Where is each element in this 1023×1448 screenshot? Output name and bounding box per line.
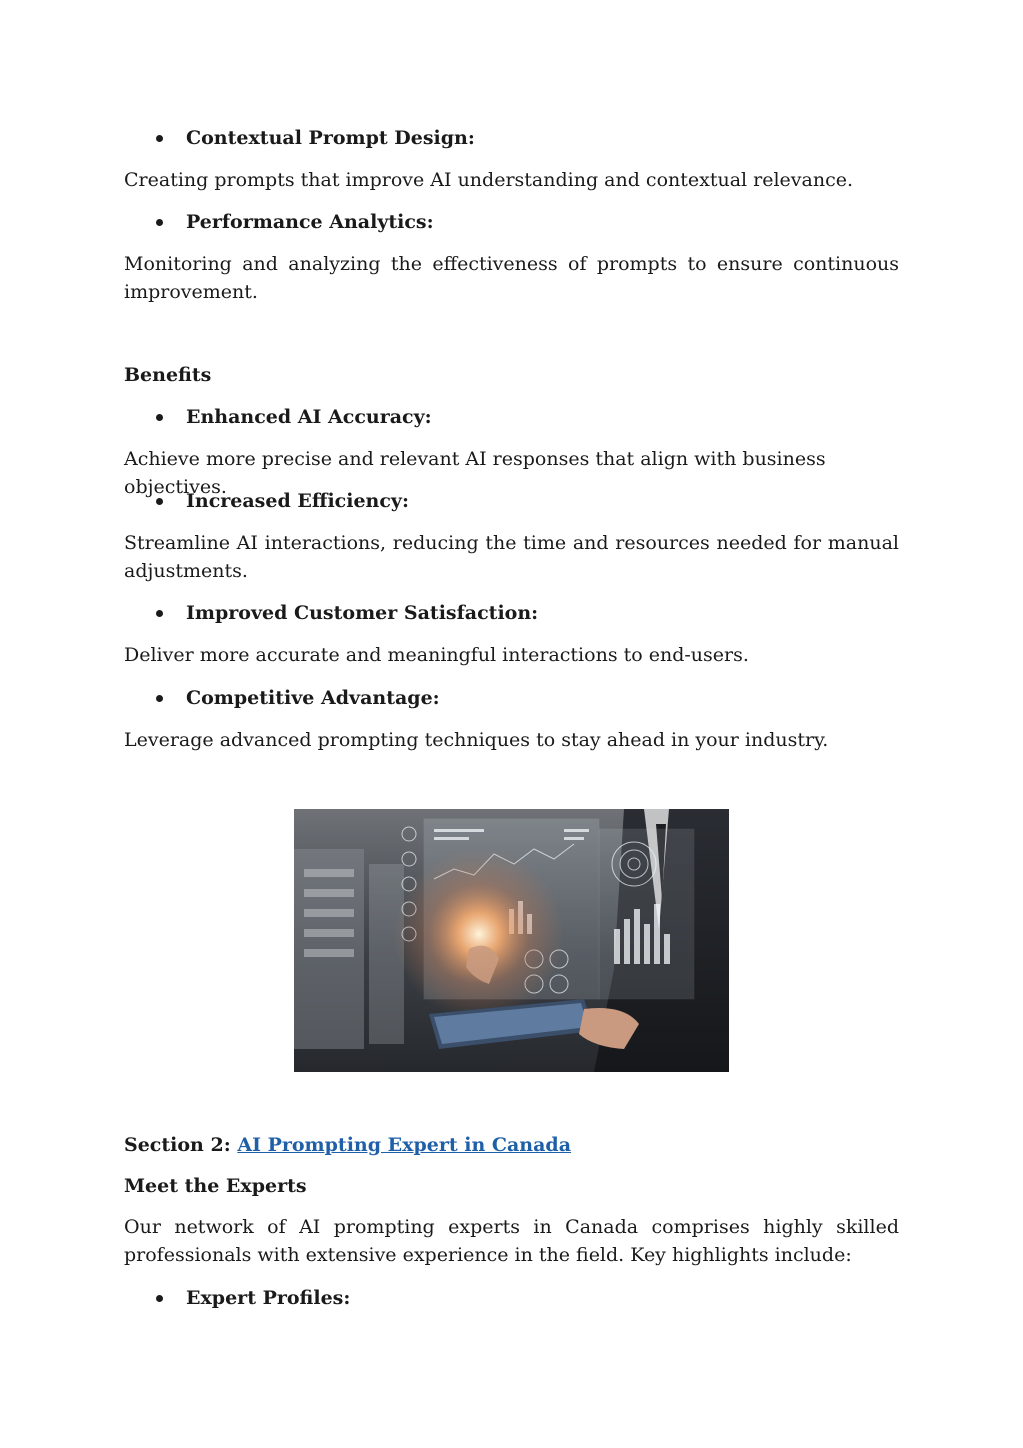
- ai-dashboard-illustration: [294, 809, 729, 1072]
- bullet-dot: [156, 498, 163, 505]
- paragraph-contextual-prompt-design: Creating prompts that improve AI understanding and contextual relevance.: [124, 169, 854, 191]
- bullet-title: Enhanced AI Accuracy:: [186, 406, 432, 428]
- bullet-dot: [156, 135, 163, 142]
- bullet-dot: [156, 219, 163, 226]
- bullet-enhanced-ai-accuracy: [186, 403, 432, 431]
- section2-heading: [124, 1131, 899, 1159]
- paragraph-improved-customer-satisfaction: Deliver more accurate and meaningful interactions to end-users.: [124, 644, 749, 666]
- ai-prompting-expert-link[interactable]: AI Prompting Expert in Canada: [237, 1134, 572, 1156]
- bullet-title: Improved Customer Satisfaction:: [186, 602, 539, 624]
- paragraph-enhanced-ai-accuracy: Achieve more precise and relevant AI responses that align with business objectives.: [124, 448, 826, 498]
- bullet-improved-customer-satisfaction: [186, 599, 538, 627]
- bullet-dot: [156, 695, 163, 702]
- bullet-dot: [156, 414, 163, 421]
- bullet-competitive-advantage: [186, 684, 440, 712]
- bullet-increased-efficiency: [186, 487, 409, 515]
- section2-prefix: Section 2:: [124, 1134, 238, 1156]
- heading-meet-the-experts: Meet the Experts: [124, 1175, 307, 1197]
- bullet-expert-profiles: [186, 1284, 350, 1312]
- bullet-dot: [156, 610, 163, 617]
- paragraph-increased-efficiency: Streamline AI interactions, reducing the time and resources needed for manual adjustments.: [124, 532, 899, 582]
- ai-dashboard-image: [294, 809, 729, 1072]
- bullet-title: Contextual Prompt Design:: [186, 127, 475, 149]
- paragraph-performance-analytics: Monitoring and analyzing the effectiveness of prompts to ensure continuous improvement.: [124, 253, 899, 303]
- bullet-title: Expert Profiles:: [186, 1287, 351, 1309]
- bullet-dot: [156, 1295, 163, 1302]
- paragraph-experts-intro: Our network of AI prompting experts in Canada comprises highly skilled professionals with extensive experience in the field. Key highlights include:: [124, 1216, 899, 1266]
- paragraph-competitive-advantage: Leverage advanced prompting techniques to stay ahead in your industry.: [124, 729, 829, 751]
- bullet-title: Competitive Advantage:: [186, 687, 440, 709]
- bullet-title: Increased Efficiency:: [186, 490, 409, 512]
- bullet-contextual-prompt-design: [186, 124, 475, 152]
- bullet-performance-analytics: [186, 208, 434, 236]
- heading-benefits: Benefits: [124, 364, 212, 386]
- bullet-title: Performance Analytics:: [186, 211, 434, 233]
